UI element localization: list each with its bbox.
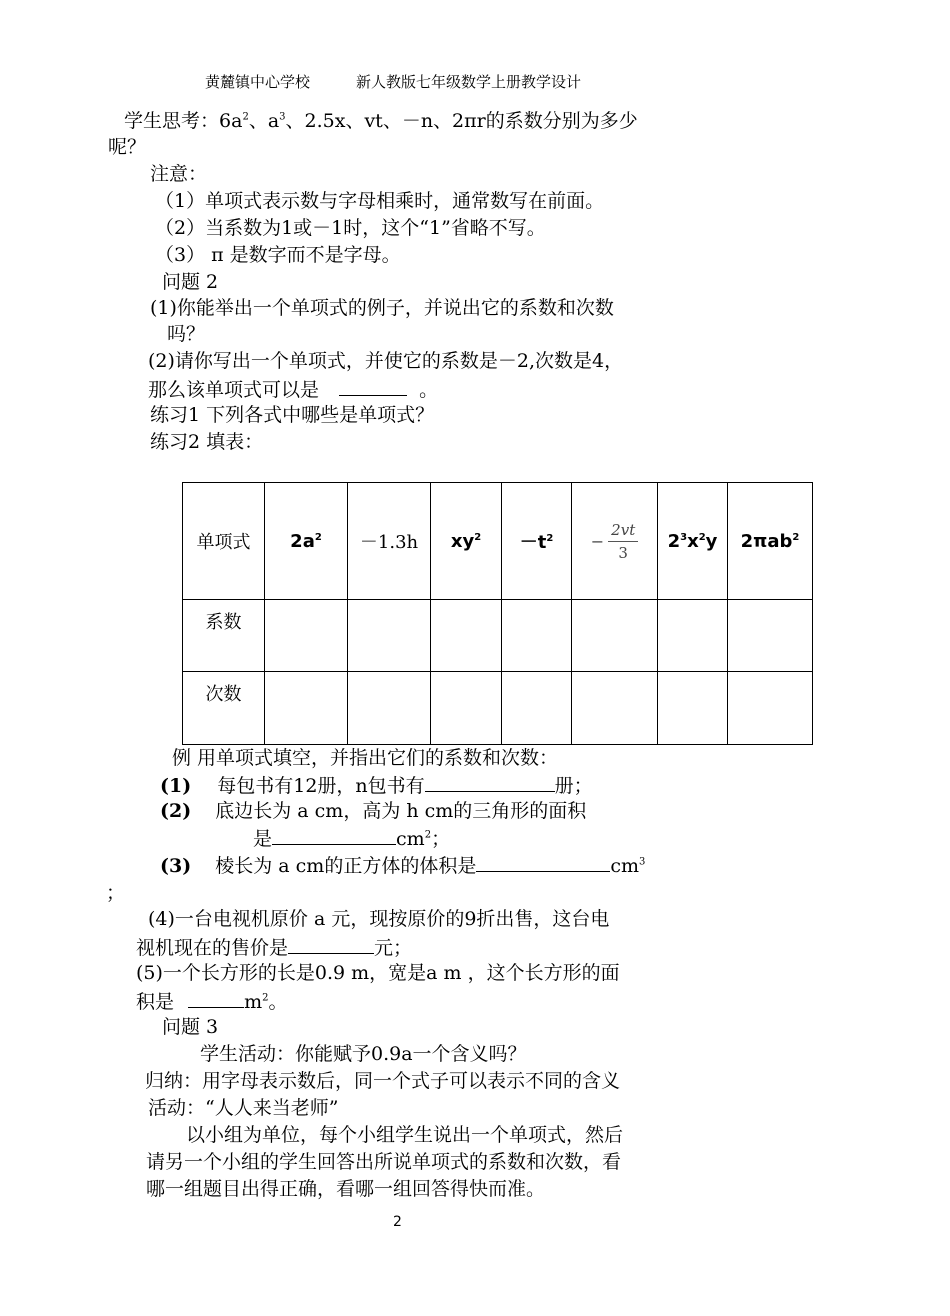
table-cell[interactable] bbox=[572, 672, 658, 745]
col-neg-t2: $-t^2$ bbox=[502, 483, 572, 600]
answer-blank[interactable] bbox=[476, 853, 610, 872]
monomial-table bbox=[182, 482, 813, 745]
answer-blank[interactable] bbox=[425, 773, 555, 792]
answer-blank[interactable] bbox=[188, 989, 244, 1008]
q2-item2-b: 那么该单项式可以是 bbox=[148, 379, 320, 401]
example-title: 例 用单项式填空，并指出它们的系数和次数： bbox=[172, 747, 559, 769]
q3-para-3: 哪一组题目出得正确，看哪一组回答得快而准。 bbox=[146, 1178, 546, 1200]
page-number: 2 bbox=[393, 1214, 402, 1230]
row-label-coefficient: 系数 bbox=[183, 600, 265, 672]
practice-2: 练习2 填表： bbox=[150, 431, 264, 453]
answer-blank[interactable] bbox=[339, 377, 407, 396]
note-item-3: （3） π 是数字而不是字母。 bbox=[155, 244, 401, 266]
table-cell[interactable] bbox=[658, 600, 728, 672]
think-cont: 呢？ bbox=[108, 136, 147, 158]
q2-item2-end: 。 bbox=[419, 379, 439, 401]
table-row-coefficient bbox=[183, 600, 813, 672]
table-cell[interactable] bbox=[348, 600, 431, 672]
example-1-unit: 册； bbox=[554, 775, 593, 797]
example-2-b-line bbox=[253, 826, 450, 851]
answer-blank[interactable] bbox=[288, 935, 374, 954]
q2-item1-a: (1)你能举出一个单项式的例子，并说出它的系数和次数 bbox=[150, 297, 614, 319]
table-cell[interactable] bbox=[502, 600, 572, 672]
header-school: 黄麓镇中心学校 bbox=[205, 73, 311, 91]
row-label-monomial: 单项式 bbox=[183, 483, 265, 600]
col-fraction bbox=[572, 483, 658, 600]
think-line bbox=[124, 110, 638, 133]
example-3-num: (3) bbox=[160, 855, 192, 877]
q3-para-1: 以小组为单位，每个小组学生说出一个单项式，然后 bbox=[186, 1124, 624, 1146]
example-4-b-line bbox=[136, 935, 412, 960]
q2-item1-b: 吗？ bbox=[167, 323, 206, 345]
q2-item2-a: (2)请你写出一个单项式，并使它的系数是－2,次数是4， bbox=[148, 350, 624, 372]
example-2-text: 底边长为 a cm，高为 h cm的三角形的面积 bbox=[215, 800, 587, 822]
example-5-a: (5)一个长方形的长是0.9 m，宽是a m ，这个长方形的面 bbox=[136, 962, 620, 984]
fraction-denominator: 3 bbox=[618, 543, 628, 562]
q2-item2-b-line bbox=[148, 377, 438, 402]
table-cell[interactable] bbox=[658, 672, 728, 745]
col-2pi-ab2: 2πab$^2$ bbox=[728, 483, 813, 600]
table-cell[interactable] bbox=[502, 672, 572, 745]
practice-1: 练习1 下列各式中哪些是单项式？ bbox=[150, 404, 435, 426]
example-2-b: 是 bbox=[253, 828, 273, 850]
note-item-1: （1）单项式表示数与字母相乘时，通常数写在前面。 bbox=[155, 190, 605, 212]
col-2a2: $2a^2$ bbox=[265, 483, 348, 600]
table-cell[interactable] bbox=[431, 600, 502, 672]
example-2-num: (2) bbox=[160, 800, 192, 822]
table-cell[interactable] bbox=[431, 672, 502, 745]
q3-para-2: 请另一个小组的学生回答出所说单项式的系数和次数，看 bbox=[146, 1151, 622, 1173]
table-cell[interactable] bbox=[348, 672, 431, 745]
col-xy2: $xy^2$ bbox=[431, 483, 502, 600]
example-5-b: 积是 bbox=[136, 991, 175, 1013]
fraction-numerator: 2vt bbox=[608, 521, 638, 542]
col-2cubed-x2y: $2^3x^2y$ bbox=[658, 483, 728, 600]
example-2 bbox=[160, 800, 586, 823]
q3-activity-2: 活动：“人人来当老师” bbox=[148, 1097, 339, 1119]
example-1-text: 每包书有12册，n包书有 bbox=[217, 775, 425, 797]
row-label-degree: 次数 bbox=[183, 672, 265, 745]
think-terms: $6a^2$、$a^3$、2.5x、vt、－n、2πr的系数分别为多少 bbox=[219, 110, 638, 132]
table-cell[interactable] bbox=[728, 672, 813, 745]
q2-title: 问题 2 bbox=[162, 271, 219, 293]
example-2-unit: $cm^2$； bbox=[396, 828, 451, 850]
table-cell[interactable] bbox=[265, 672, 348, 745]
q3-summary: 归纳：用字母表示数后，同一个式子可以表示不同的含义 bbox=[145, 1070, 621, 1092]
example-4-b: 视机现在的售价是 bbox=[136, 937, 289, 959]
table-row-degree bbox=[183, 672, 813, 745]
header-course: 新人教版七年级数学上册教学设计 bbox=[356, 73, 582, 91]
example-3-semi: ； bbox=[106, 882, 126, 904]
q3-title: 问题 3 bbox=[162, 1016, 219, 1038]
fraction-sign: − bbox=[590, 531, 605, 551]
example-3-unit: $cm^3$ bbox=[610, 855, 646, 877]
example-1 bbox=[160, 773, 593, 798]
q3-activity: 学生活动：你能赋予0.9a一个含义吗？ bbox=[200, 1043, 527, 1065]
notes-title: 注意： bbox=[150, 163, 208, 185]
answer-blank[interactable] bbox=[272, 826, 396, 845]
table-row-monomial bbox=[183, 483, 813, 600]
note-item-2: （2）当系数为1或－1时，这个“1”省略不写。 bbox=[155, 217, 546, 239]
example-5-unit: $m^2$。 bbox=[244, 991, 288, 1013]
example-4-unit: 元； bbox=[374, 937, 413, 959]
col-neg-1.3h: －1.3h bbox=[348, 483, 431, 600]
example-3-text: 棱长为 a cm的正方体的体积是 bbox=[215, 855, 477, 877]
table-cell[interactable] bbox=[572, 600, 658, 672]
think-prefix: 学生思考： bbox=[124, 110, 220, 132]
table-cell[interactable] bbox=[728, 600, 813, 672]
example-5-b-line bbox=[136, 989, 287, 1014]
fraction-expression bbox=[591, 521, 638, 562]
example-1-num: (1) bbox=[160, 775, 192, 797]
example-3 bbox=[160, 853, 645, 878]
example-4-a: (4)一台电视机原价 a 元，现按原价的9折出售，这台电 bbox=[148, 908, 610, 930]
table-cell[interactable] bbox=[265, 600, 348, 672]
